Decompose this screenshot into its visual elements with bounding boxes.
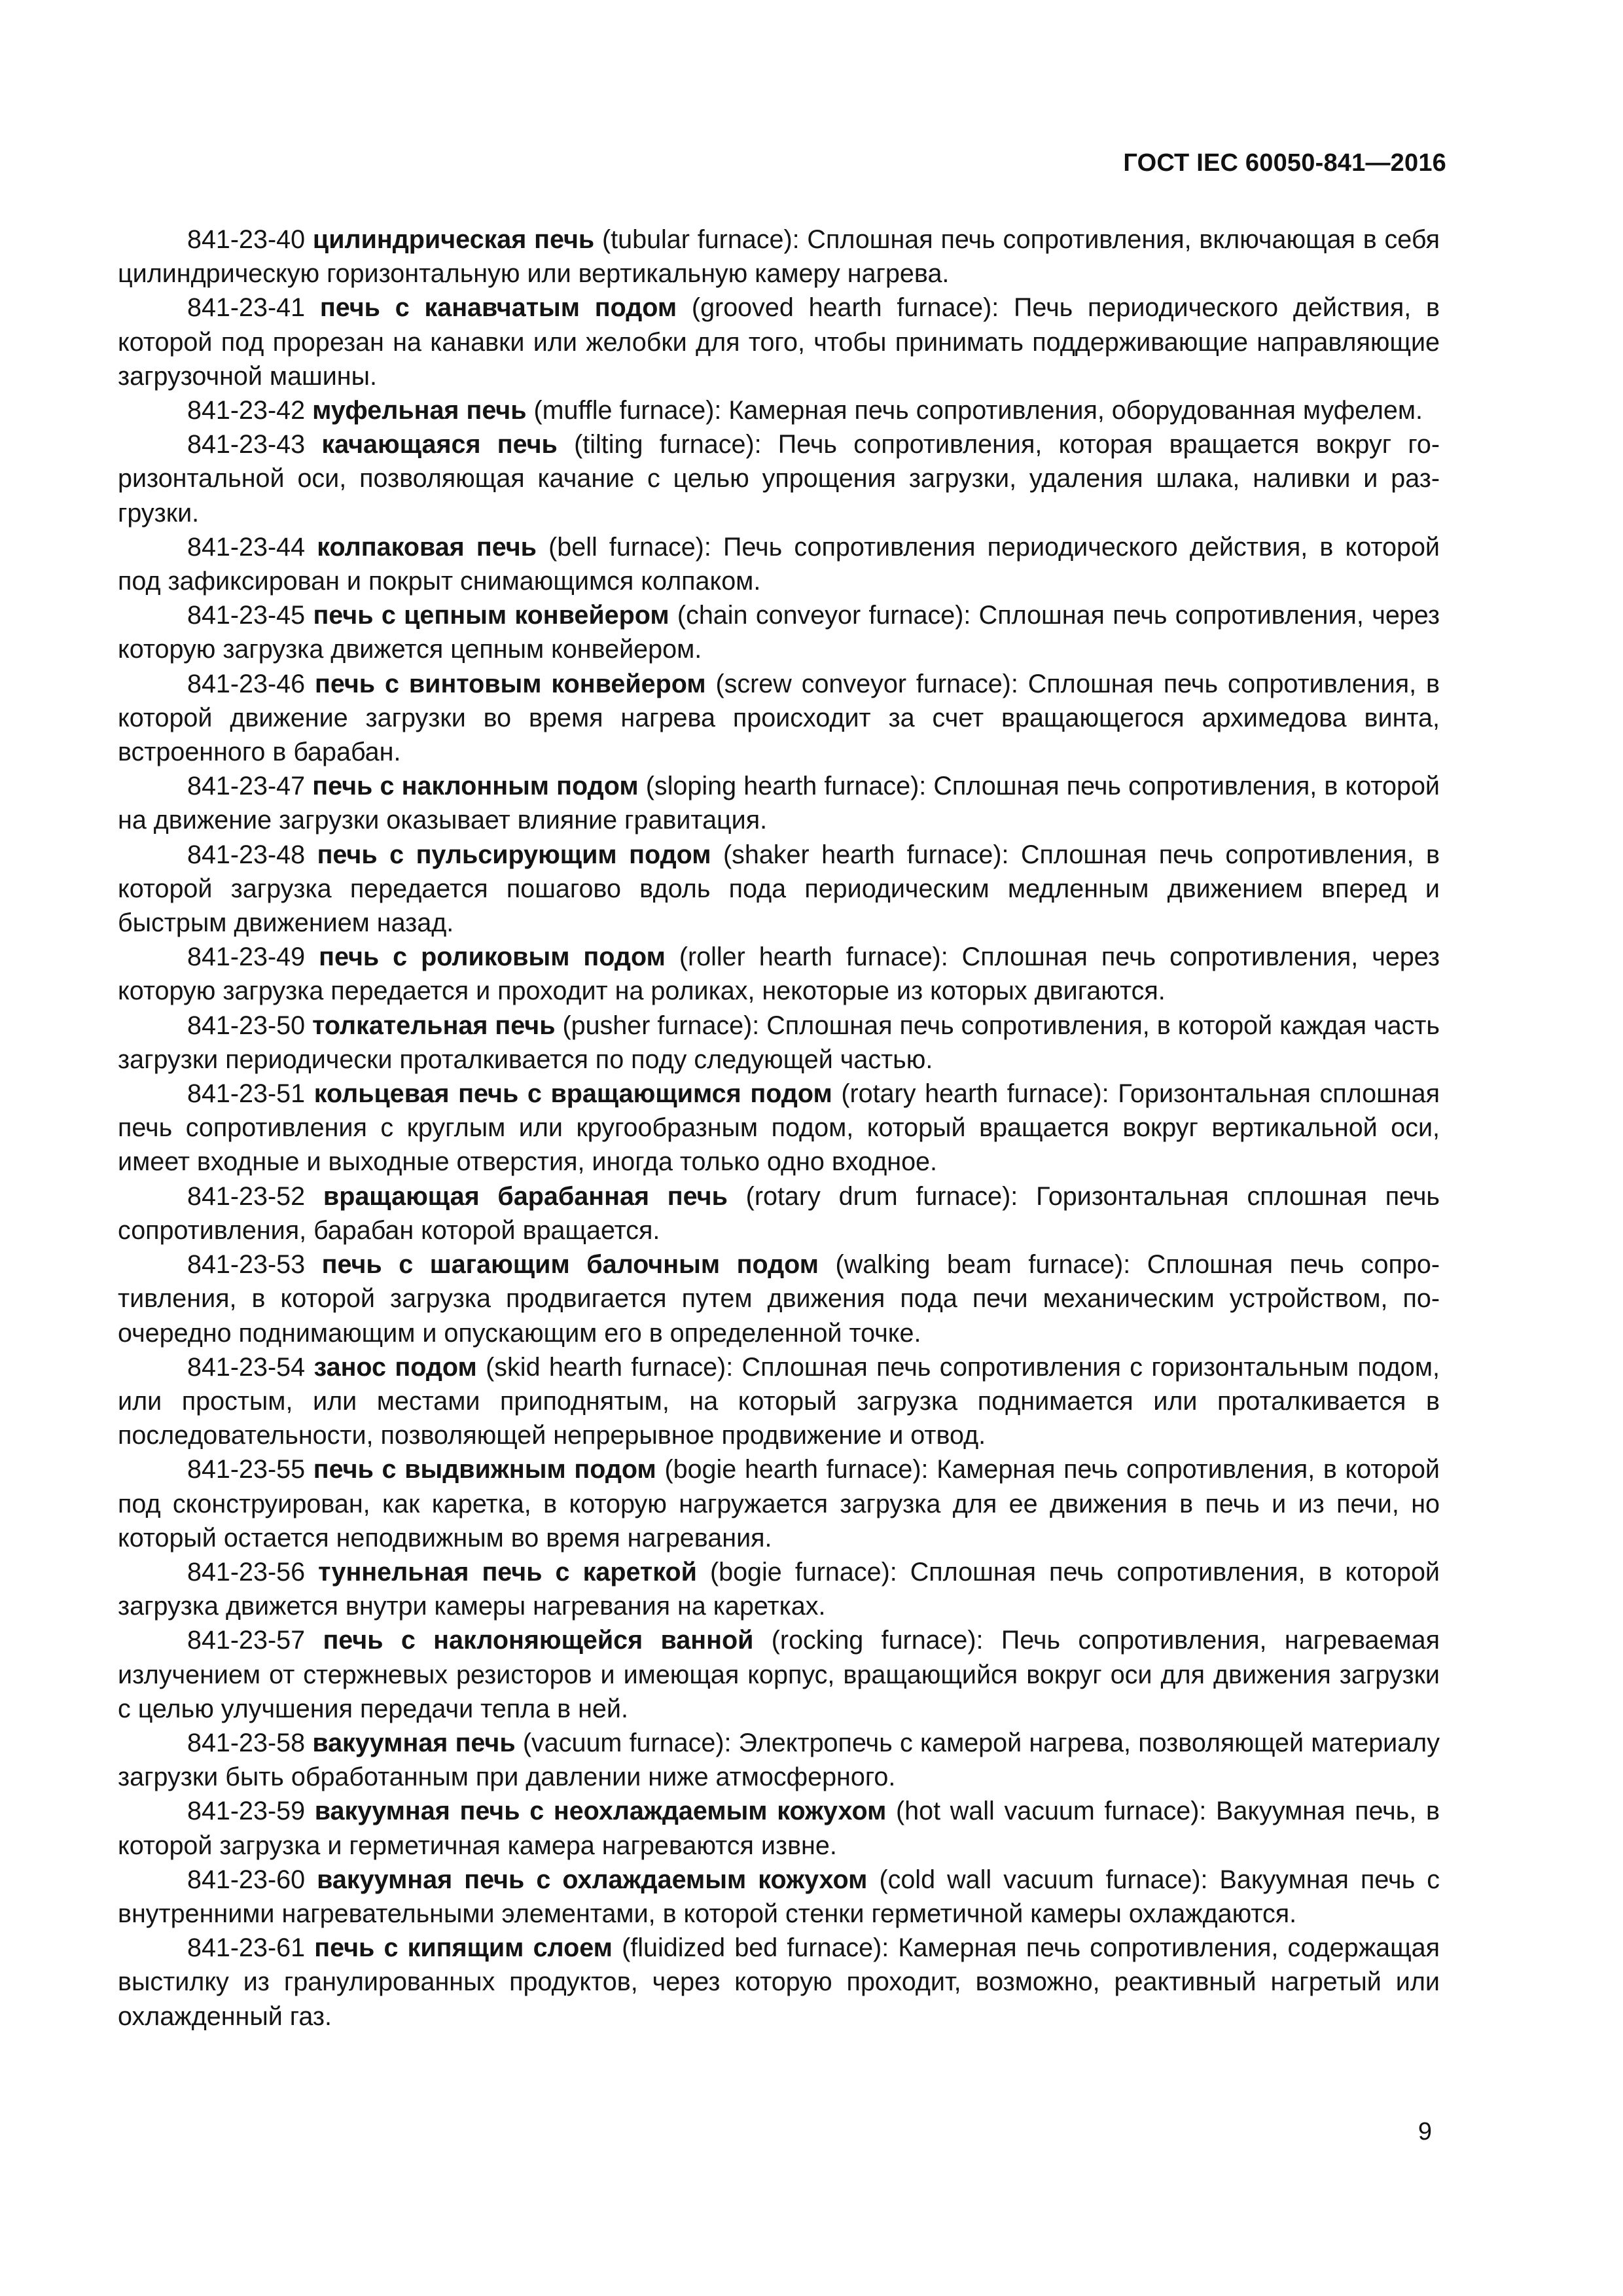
entry-term: печь с роликовым подом bbox=[319, 942, 666, 972]
term-entry bbox=[118, 393, 1440, 427]
term-entry bbox=[118, 530, 1440, 598]
entry-number: 841-23-52 bbox=[187, 1181, 306, 1211]
entry-number: 841-23-56 bbox=[187, 1557, 306, 1587]
term-entry bbox=[118, 1077, 1440, 1179]
entry-term: вращающая барабанная печь bbox=[323, 1181, 728, 1211]
entry-definition: (roller hearth furnace): Сплошная печь сопротивления, через которую загрузка передается и проходит на роликах, некоторые из которых двигаются. bbox=[118, 942, 1440, 1006]
term-entry bbox=[118, 223, 1440, 291]
entry-number: 841-23-40 bbox=[187, 225, 306, 254]
term-entry bbox=[118, 1726, 1440, 1794]
entry-term: печь с наклонным подом bbox=[312, 772, 639, 801]
term-entry bbox=[118, 1623, 1440, 1726]
term-entry bbox=[118, 1350, 1440, 1453]
entry-number: 841-23-59 bbox=[187, 1797, 306, 1826]
entry-definition: (bell furnace): Печь сопротивления периодического действия, в которой под зафиксирован и покрыт снимающимся колпаком. bbox=[118, 532, 1440, 596]
page-number: 9 bbox=[1418, 2118, 1432, 2145]
entry-definition: (muffle furnace): Камерная печь сопротивления, оборудованная муфелем. bbox=[533, 396, 1423, 425]
entry-definition: (sloping hearth furnace): Сплошная печь сопротивления, в которой на движение загрузки оказывает влияние гравитация. bbox=[118, 772, 1440, 835]
entry-definition: (chain conveyor furnace): Сплошная печь сопротивления, через которую загрузка движется цепным конвейером. bbox=[118, 601, 1440, 664]
entry-number: 841-23-60 bbox=[187, 1865, 306, 1894]
entry-number: 841-23-54 bbox=[187, 1352, 306, 1382]
entry-term: печь с шагающим балочным подом bbox=[321, 1250, 819, 1280]
entry-number: 841-23-57 bbox=[187, 1626, 306, 1655]
entry-term: печь с пульсирующим подом bbox=[317, 840, 711, 869]
entry-number: 841-23-48 bbox=[187, 840, 306, 869]
entry-number: 841-23-42 bbox=[187, 396, 306, 425]
term-entry bbox=[118, 1247, 1440, 1350]
entry-definition: (grooved hearth furnace): Печь периодического действия, в которой под прорезан на канавки или желобки для того, чтобы принимать поддерживающие направляющие загрузочной машины. bbox=[118, 293, 1440, 391]
term-entry bbox=[118, 769, 1440, 837]
entry-term: кольцевая печь с вращающимся подом bbox=[313, 1079, 832, 1109]
entry-number: 841-23-44 bbox=[187, 532, 306, 562]
entry-number: 841-23-41 bbox=[187, 293, 306, 323]
entry-term: печь с выдвижным подом bbox=[313, 1455, 656, 1484]
term-entry bbox=[118, 1555, 1440, 1623]
entry-definition: (tilting furnace): Печь сопротивления, которая вращается вокруг горизонтальной оси, позволяющая качание с целью упрощения загрузки, удаления шлака, наливки и разгрузки. bbox=[118, 430, 1440, 528]
entry-definition: (rocking furnace): Печь сопротивления, нагреваемая излучением от стержневых резисторов и имеющая корпус, вращающийся вокруг оси для движения загрузки с целью улучшения передачи тепла в ней. bbox=[118, 1626, 1440, 1723]
document-body bbox=[118, 223, 1440, 2034]
entry-number: 841-23-49 bbox=[187, 942, 306, 972]
term-entry bbox=[118, 940, 1440, 1008]
term-entry bbox=[118, 1863, 1440, 1931]
entry-term: толкательная печь bbox=[312, 1011, 556, 1040]
entry-term: цилиндрическая печь bbox=[312, 225, 595, 254]
entry-number: 841-23-61 bbox=[187, 1933, 306, 1963]
entry-term: печь с цепным конвейером bbox=[313, 601, 669, 630]
entry-definition: (screw conveyor furnace): Сплошная печь сопротивления, в которой движение загрузки во время нагрева происходит за счет вращающегося архимедова винта, встроенного в барабан. bbox=[118, 669, 1440, 767]
entry-term: муфельная печь bbox=[312, 396, 527, 425]
term-entry bbox=[118, 1794, 1440, 1862]
entry-definition: (vacuum furnace): Электропечь с камерой нагрева, позволяющей материалу загрузки быть обработанным при давлении ниже атмосферного. bbox=[118, 1728, 1440, 1792]
entry-term: колпаковая печь bbox=[317, 532, 537, 562]
entry-definition: (pusher furnace): Сплошная печь сопротивления, в которой каждая часть загрузки периодически проталкивается по поду следующей частью. bbox=[118, 1011, 1440, 1074]
term-entry bbox=[118, 1009, 1440, 1077]
entry-term: печь с винтовым конвейером bbox=[315, 669, 706, 698]
entry-number: 841-23-46 bbox=[187, 669, 306, 698]
entry-term: вакуумная печь с охлаждаемым кожухом bbox=[317, 1865, 868, 1894]
entry-definition: (bogie hearth furnace): Камерная печь сопротивления, в которой под сконструирован, как каретка, в которую нагружается загрузка для ее движения в печь и из печи, но который остается неподвижным во время нагревания. bbox=[118, 1455, 1440, 1552]
entry-definition: (fluidized bed furnace): Камерная печь сопротивления, содержащая выстилку из гранулированных продуктов, через которую проходит, возможно, реактивный нагретый или охлажденный газ. bbox=[118, 1933, 1440, 2031]
entry-definition: (walking beam furnace): Сплошная печь сопротивления, в которой загрузка продвигается путем движения пода печи механическим устройством, поочередно поднимающим и опускающим его в определенной точке. bbox=[118, 1250, 1440, 1348]
entry-term: занос подом bbox=[313, 1352, 477, 1382]
entry-definition: (shaker hearth furnace): Сплошная печь сопротивления, в которой загрузка передается пошагово вдоль пода периодическим медленным движением вперед и быстрым движением назад. bbox=[118, 840, 1440, 938]
term-entry bbox=[118, 427, 1440, 530]
entry-number: 841-23-53 bbox=[187, 1250, 306, 1280]
entry-term: вакуумная печь с неохлаждаемым кожухом bbox=[314, 1797, 887, 1826]
entry-term: качающаяся печь bbox=[321, 430, 558, 459]
entry-definition: (hot wall vacuum furnace): Вакуумная печь, в которой загрузка и герметичная камера нагреваются извне. bbox=[118, 1797, 1440, 1860]
entry-definition: (rotary drum furnace): Горизонтальная сплошная печь сопротивления, барабан которой вращается. bbox=[118, 1181, 1440, 1245]
entry-number: 841-23-55 bbox=[187, 1455, 306, 1484]
term-entry bbox=[118, 291, 1440, 393]
entry-definition: (bogie furnace): Сплошная печь сопротивления, в которой загрузка движется внутри камеры нагревания на каретках. bbox=[118, 1557, 1440, 1621]
entry-number: 841-23-50 bbox=[187, 1011, 306, 1040]
entry-term: печь с наклоняющейся ванной bbox=[323, 1626, 754, 1655]
term-entry bbox=[118, 598, 1440, 666]
entry-definition: (rotary hearth furnace): Горизонтальная сплошная печь сопротивления с круглым или кругообразным подом, который вращается вокруг вертикальной оси, имеет входные и выходные отверстия, иногда только одно входное. bbox=[118, 1079, 1440, 1177]
entry-definition: (cold wall vacuum furnace): Вакуумная печь с внутренними нагревательными элементами, в которой стенки герметичной камеры охлаждаются. bbox=[118, 1865, 1440, 1928]
entry-term: печь с канавчатым подом bbox=[319, 293, 677, 323]
entry-number: 841-23-43 bbox=[187, 430, 306, 459]
term-entry bbox=[118, 1452, 1440, 1555]
entry-number: 841-23-45 bbox=[187, 601, 306, 630]
entry-number: 841-23-58 bbox=[187, 1728, 306, 1757]
term-entry bbox=[118, 1179, 1440, 1247]
term-entry bbox=[118, 1931, 1440, 2034]
term-entry bbox=[118, 667, 1440, 770]
entry-term: вакуумная печь bbox=[312, 1728, 516, 1757]
entry-definition: (tubular furnace): Сплошная печь сопротивления, включающая в себя цилиндрическую горизонтальную или вертикальную камеру нагрева. bbox=[118, 225, 1440, 289]
entry-definition: (skid hearth furnace): Сплошная печь сопротивления с горизонтальным подом, или простым, или местами приподнятым, на который загрузка поднимается или проталкивается в последовательности, позволяющей непрерывное продвижение и отвод. bbox=[118, 1352, 1440, 1450]
entry-number: 841-23-47 bbox=[187, 772, 306, 801]
term-entry bbox=[118, 838, 1440, 941]
standard-code-header: ГОСТ IEC 60050-841—2016 bbox=[1123, 149, 1446, 177]
entry-term: печь с кипящим слоем bbox=[314, 1933, 613, 1963]
entry-term: туннельная печь с кареткой bbox=[318, 1557, 697, 1587]
entry-number: 841-23-51 bbox=[187, 1079, 306, 1109]
